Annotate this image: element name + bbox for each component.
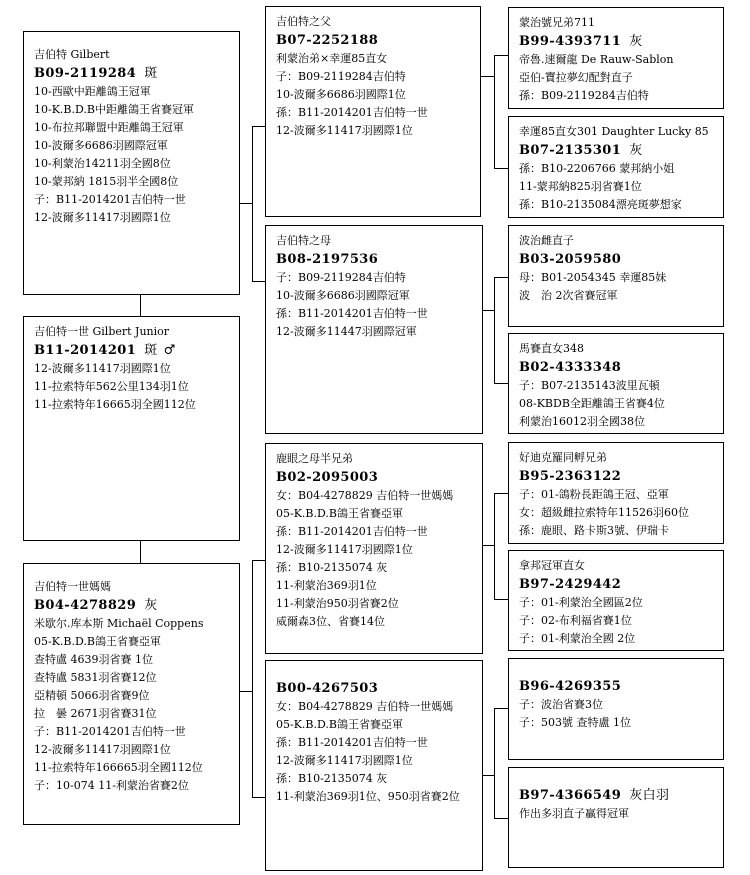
achievement-line: 子：02-布利福省賽1位 <box>519 614 632 627</box>
achievement-line: 12-波爾多11417羽國際1位 <box>276 124 413 137</box>
connector-b1-right <box>239 203 252 204</box>
achievement-line: 子：10-074 11-利蒙治省賽2位 <box>34 779 189 792</box>
pedigree-box-b02-4333348 <box>508 333 724 434</box>
achievement-line: 11-拉索特年562公里134羽1位 <box>34 380 189 393</box>
ring-number: B02-2095003 <box>276 470 379 485</box>
achievement-list <box>519 486 715 540</box>
connector-to-d7 <box>494 708 508 709</box>
achievement-line: 10-布拉邦聯盟中距離鴿王冠軍 <box>34 121 184 134</box>
achievement-list <box>34 83 231 227</box>
connector-to-d4 <box>494 383 508 384</box>
achievement-list <box>519 805 715 823</box>
achievement-line: 孫：B10-2206766 蒙邦納小姐 <box>519 162 675 175</box>
achievement-line: 11-利蒙治950羽省賽2位 <box>276 597 399 610</box>
connector-c2-right <box>482 310 494 311</box>
box-title: 吉伯特一世 Gilbert Junior <box>34 325 170 338</box>
connector-c3-right <box>482 545 494 546</box>
connector-c3-fork <box>494 493 495 599</box>
ring-number: B07-2252188 <box>276 33 379 48</box>
achievement-line: 波 治 2次省賽冠軍 <box>519 289 618 302</box>
connector-b1-fork <box>252 126 253 281</box>
achievement-line: 子：01-利蒙治全國區2位 <box>519 596 643 609</box>
achievement-line: 母：B01-2054345 幸運85妹 <box>519 271 667 284</box>
connector-c1-right <box>480 76 494 77</box>
achievement-list <box>519 269 715 305</box>
achievement-line: 帝魯.速爾龍 De Rauw-Sablon <box>519 53 674 66</box>
achievement-line: 子：B11-2014201吉伯特一世 <box>34 725 186 738</box>
connector-b3-right <box>239 691 252 692</box>
ring-number: B08-2197536 <box>276 252 379 267</box>
achievement-line: 10-波爾多6686羽國際1位 <box>276 88 406 101</box>
achievement-list <box>34 360 231 414</box>
pedigree-box-gilbert-junior <box>23 316 240 541</box>
achievement-line: 05-K.B.D.B鴿王省賽亞軍 <box>34 635 162 648</box>
achievement-line: 12-波爾多11417羽國際1位 <box>34 362 171 375</box>
achievement-line: 12-波爾多11447羽國際冠軍 <box>276 325 417 338</box>
ring-number: B09-2119284 斑 <box>34 66 158 81</box>
ring-number: B11-2014201 斑 ♂ <box>34 343 176 358</box>
connector-to-c3 <box>252 560 265 561</box>
box-title: 吉伯特之父 <box>276 15 331 28</box>
color-label: 灰 <box>629 143 643 158</box>
ring-number: B97-2429442 <box>519 577 622 592</box>
achievement-line: 亞伯-寶拉夢幻配對直子 <box>519 71 633 84</box>
box-title: 吉伯特 Gilbert <box>34 48 110 61</box>
achievement-list <box>276 50 472 140</box>
achievement-line: 女：超級雌拉索特年11526羽60位 <box>519 506 689 519</box>
achievement-line: 子：503號 查特盧 1位 <box>519 716 631 729</box>
achievement-line: 05-K.B.D.B鴿王省賽亞軍 <box>276 718 404 731</box>
ring-number: B07-2135301 灰 <box>519 143 643 158</box>
connector-to-d6 <box>494 599 508 600</box>
achievement-list <box>34 615 231 795</box>
pedigree-box-b96-4269355 <box>508 658 724 760</box>
achievement-line: 10-K.B.D.B中距離鴿王省賽冠軍 <box>34 103 195 116</box>
achievement-line: 查特盧 5831羽省賽12位 <box>34 671 157 684</box>
achievement-line: 12-波爾多11417羽國際1位 <box>34 743 171 756</box>
achievement-list <box>519 594 715 648</box>
achievement-line: 孫：B11-2014201吉伯特一世 <box>276 736 428 749</box>
pedigree-box-b03-2059580 <box>508 225 724 327</box>
ring-number: B03-2059580 <box>519 252 622 267</box>
pedigree-box-gilbert-father <box>265 6 481 217</box>
ring-number: B96-4269355 <box>519 679 622 694</box>
achievement-line: 孫：B10-2135084漂亮斑夢想家 <box>519 198 682 211</box>
achievement-line: 子：B09-2119284吉伯特 <box>276 70 406 83</box>
achievement-line: 孫：B09-2119284吉伯特 <box>519 89 649 102</box>
box-title: 波治雌直子 <box>519 234 574 247</box>
achievement-line: 拉 曇 2671羽省賽31位 <box>34 707 157 720</box>
achievement-line: 威爾森3位、省賽14位 <box>276 615 385 628</box>
achievement-line: 利蒙治弟×幸運85直女 <box>276 52 388 65</box>
connector-c4-fork <box>494 708 495 818</box>
pedigree-box-b97-4366549 <box>508 767 724 868</box>
box-title: 拿邦冠軍直女 <box>519 559 585 572</box>
ring-number: B97-4366549 灰白羽 <box>519 788 670 803</box>
color-label: 灰白羽 <box>629 788 670 803</box>
achievement-line: 08-KBDB全距離鴿王省賽4位 <box>519 397 665 410</box>
achievement-line: 利蒙治16012羽全國38位 <box>519 415 645 428</box>
box-title: 鹿眼之母半兄弟 <box>276 452 353 465</box>
achievement-list <box>276 487 474 631</box>
connector-to-d1 <box>494 55 508 56</box>
box-title: 吉伯特一世媽媽 <box>34 580 111 593</box>
box-title: 好迪克羅同孵兄弟 <box>519 451 607 464</box>
achievement-list <box>519 51 715 105</box>
connector-to-d5 <box>494 493 508 494</box>
achievement-line: 孫：鹿眼、路卡斯3號、伊瑞卡 <box>519 524 669 537</box>
connector-b3-fork <box>252 560 253 797</box>
ring-number: B95-2363122 <box>519 469 622 484</box>
achievement-line: 12-波爾多11417羽國際1位 <box>276 754 413 767</box>
achievement-line: 05-K.B.D.B鴿王省賽亞軍 <box>276 507 404 520</box>
achievement-line: 10-波爾多6686羽國際冠軍 <box>34 139 168 152</box>
achievement-line: 12-波爾多11417羽國際1位 <box>276 543 413 556</box>
color-label: 灰 <box>629 34 643 49</box>
achievement-line: 10-波爾多6686羽國際冠軍 <box>276 289 410 302</box>
connector-b2-b3 <box>140 540 141 563</box>
achievement-line: 11-拉索特年16665羽全國112位 <box>34 398 196 411</box>
achievement-list <box>519 160 715 214</box>
achievement-line: 12-波爾多11417羽國際1位 <box>34 211 171 224</box>
pedigree-box-b07-2135301 <box>508 116 724 218</box>
achievement-line: 孫：B10-2135074 灰 <box>276 772 388 785</box>
connector-to-d3 <box>494 277 508 278</box>
achievement-line: 11-蒙邦納825羽省賽1位 <box>519 180 642 193</box>
ring-number: B00-4267503 <box>276 681 379 696</box>
connector-b1-b2 <box>140 295 141 316</box>
achievement-list <box>519 696 715 732</box>
achievement-line: 子：B11-2014201吉伯特一世 <box>34 193 186 206</box>
connector-to-d8 <box>494 818 508 819</box>
achievement-line: 11-利蒙治369羽1位 <box>276 579 377 592</box>
box-title: 幸運85直女301 Daughter Lucky 85 <box>519 125 709 138</box>
achievement-line: 11-利蒙治369羽1位、950羽省賽2位 <box>276 790 460 803</box>
achievement-line: 查特盧 4639羽省賽 1位 <box>34 653 153 666</box>
connector-to-c1 <box>252 126 265 127</box>
connector-c1-fork <box>494 55 495 168</box>
box-title: 蒙治號兄弟711 <box>519 16 595 29</box>
ring-number: B02-4333348 <box>519 360 622 375</box>
achievement-list <box>276 698 474 806</box>
connector-to-c4 <box>252 797 265 798</box>
male-icon: ♂ <box>163 343 176 358</box>
box-title: 馬賽直女348 <box>519 342 584 355</box>
achievement-line: 10-蒙邦納 1815羽半全國8位 <box>34 175 179 188</box>
pedigree-box-b95-2363122 <box>508 442 724 544</box>
achievement-list <box>519 377 715 431</box>
achievement-line: 孫：B11-2014201吉伯特一世 <box>276 307 428 320</box>
achievement-line: 10-利蒙治14211羽全國8位 <box>34 157 171 170</box>
achievement-line: 孫：B10-2135074 灰 <box>276 561 388 574</box>
ring-number: B04-4278829 灰 <box>34 598 158 613</box>
achievement-line: 10-西歐中距離鴿王冠軍 <box>34 85 151 98</box>
achievement-line: 子：01-利蒙治全國 2位 <box>519 632 636 645</box>
achievement-line: 孫：B11-2014201吉伯特一世 <box>276 106 428 119</box>
color-label: 灰 <box>144 598 158 613</box>
achievement-line: 米歇尔.库本斯 Michaël Coppens <box>34 617 204 630</box>
color-label: 斑 <box>144 66 158 81</box>
connector-c2-fork <box>494 277 495 383</box>
pedigree-box-b97-2429442 <box>508 550 724 651</box>
achievement-line: 女：B04-4278829 吉伯特一世媽媽 <box>276 489 454 502</box>
box-title: 吉伯特之母 <box>276 234 331 247</box>
achievement-line: 女：B04-4278829 吉伯特一世媽媽 <box>276 700 454 713</box>
pedigree-box-b99-4393711 <box>508 7 724 109</box>
color-label: 斑 <box>144 343 158 358</box>
achievement-line: 孫：B11-2014201吉伯特一世 <box>276 525 428 538</box>
achievement-line: 11-拉索特年166665羽全國112位 <box>34 761 203 774</box>
achievement-line: 子：01-鴿粉長距鴿王冠、亞軍 <box>519 488 669 501</box>
connector-to-c2 <box>252 281 265 282</box>
pedigree-box-deer-eye-mother-half-brother <box>265 443 483 654</box>
achievement-list <box>276 269 474 341</box>
achievement-line: 子：波治省賽3位 <box>519 698 603 711</box>
pedigree-box-gilbert-mother <box>265 225 483 434</box>
achievement-line: 亞精頓 5066羽省賽9位 <box>34 689 150 702</box>
pedigree-box-gilbert <box>23 31 240 295</box>
achievement-line: 子：B09-2119284吉伯特 <box>276 271 406 284</box>
pedigree-box-junior-mother <box>23 563 240 825</box>
achievement-line: 子：B07-2135143波里瓦頓 <box>519 379 660 392</box>
connector-to-d2 <box>494 168 508 169</box>
achievement-line: 作出多羽直子贏得冠軍 <box>519 807 629 820</box>
connector-c4-right <box>482 775 494 776</box>
pedigree-box-b00-4267503 <box>265 660 483 871</box>
ring-number: B99-4393711 灰 <box>519 34 643 49</box>
